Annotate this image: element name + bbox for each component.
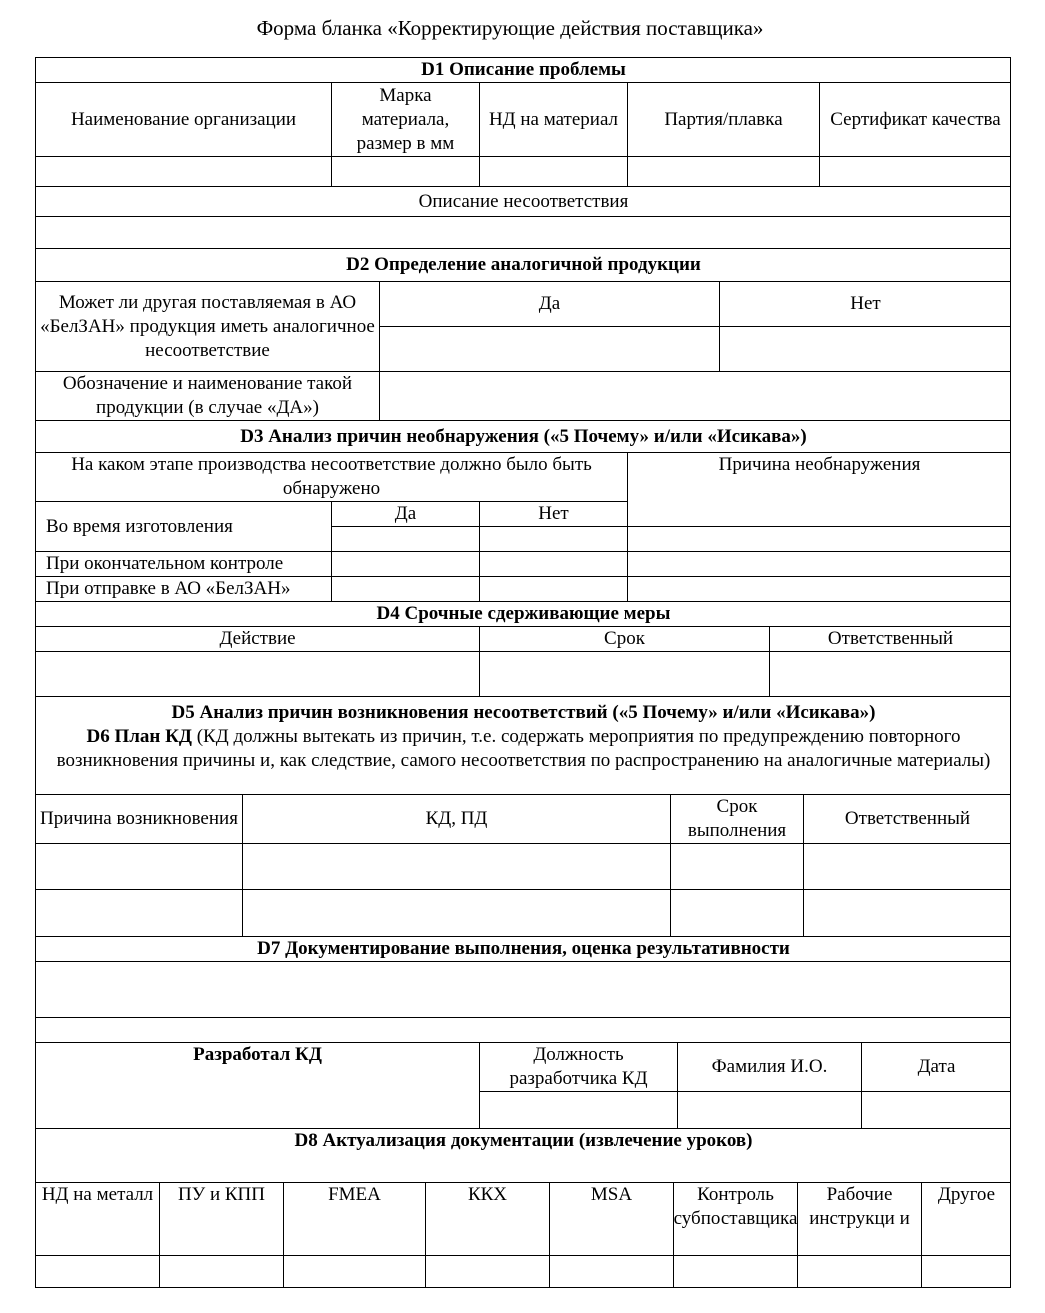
d6-note: (КД должны вытекать из причин, т.е. содержать мероприятия по предупреждению повторного возникновения причины и, как следствие, самого несоответствия по распространению на аналогичные материалы) [56, 726, 991, 771]
d8-field-msa[interactable] [549, 1255, 673, 1288]
d7-field-position[interactable] [479, 1091, 677, 1128]
d1-col-batch: Партия/плавка [627, 82, 819, 156]
d8-heading: D8 Актуализация документации (извлечение уроков) [35, 1128, 1011, 1182]
d4-col-deadline: Срок [479, 626, 769, 651]
d5-heading: D5 Анализ причин возникновения несоответствий («5 Почему» и/или «Исикава») [171, 702, 876, 723]
d1-field-organization[interactable] [35, 156, 331, 186]
d8-col-msa: MSA [549, 1182, 673, 1255]
d6-row1-responsible[interactable] [803, 843, 1011, 889]
d8-field-subsupplier-control[interactable] [673, 1255, 797, 1288]
d8-col-kkh: ККХ [425, 1182, 549, 1255]
d3-stage-final-control: При окончательном контроле [35, 551, 331, 576]
d6-row2-actions[interactable] [242, 889, 670, 936]
d1-col-certificate: Сертификат качества [819, 82, 1011, 156]
d7-result-field[interactable] [35, 961, 1011, 1017]
d3-heading: D3 Анализ причин необнаружения («5 Почему» и/или «Исикава») [35, 420, 1011, 452]
d6-heading: D6 План КД [86, 726, 192, 747]
d3-manufacturing-no[interactable] [479, 526, 627, 551]
d3-final-control-reason[interactable] [627, 551, 1011, 576]
d1-field-material-grade[interactable] [331, 156, 479, 186]
d2-no-field[interactable] [719, 326, 1011, 371]
d8-col-other: Другое [921, 1182, 1011, 1255]
d8-col-nd-metal: НД на металл [35, 1182, 159, 1255]
d2-heading: D2 Определение аналогичной продукции [35, 248, 1011, 281]
d7-developed-by: Разработал КД [35, 1042, 479, 1128]
d1-field-batch[interactable] [627, 156, 819, 186]
d1-field-material-nd[interactable] [479, 156, 627, 186]
d8-field-kkh[interactable] [425, 1255, 549, 1288]
page-title: Форма бланка «Корректирующие действия поставщика» [256, 16, 764, 40]
d6-row1-actions[interactable] [242, 843, 670, 889]
d6-row2-responsible[interactable] [803, 889, 1011, 936]
d8-field-work-instructions[interactable] [797, 1255, 921, 1288]
d8-field-other[interactable] [921, 1255, 1011, 1288]
d8-col-pu-kpp: ПУ и КПП [159, 1182, 283, 1255]
d1-nonconformity-label: Описание несоответствия [35, 186, 1011, 216]
d3-final-control-no[interactable] [479, 551, 627, 576]
d6-col-deadline: Срок выполнения [670, 794, 803, 843]
d4-col-responsible: Ответственный [769, 626, 1011, 651]
d7-field-name[interactable] [677, 1091, 861, 1128]
d3-manufacturing-yes[interactable] [331, 526, 479, 551]
d3-shipment-yes[interactable] [331, 576, 479, 601]
d4-col-action: Действие [35, 626, 479, 651]
d2-designation-field[interactable] [379, 371, 1011, 420]
d6-row2-deadline[interactable] [670, 889, 803, 936]
d8-col-work-instructions: Рабочие инструкци и [797, 1182, 921, 1255]
d3-stage-manufacturing: Во время изготовления [35, 501, 331, 551]
d6-row1-cause[interactable] [35, 843, 242, 889]
d7-col-position: Должность разработчика КД [479, 1042, 677, 1091]
table-border-bottom [35, 1287, 1011, 1288]
d7-heading: D7 Документирование выполнения, оценка результативности [35, 936, 1011, 961]
table-border-right [1010, 57, 1011, 1288]
d3-reason-header: Причина необнаружения [627, 452, 1011, 526]
d1-field-certificate[interactable] [819, 156, 1011, 186]
d8-col-subsupplier-control: Контроль субпоставщика [673, 1182, 797, 1255]
d8-field-pu-kpp[interactable] [159, 1255, 283, 1288]
d8-col-fmea: FMEA [283, 1182, 425, 1255]
d7-col-date: Дата [861, 1042, 1011, 1091]
d3-manufacturing-reason[interactable] [627, 526, 1011, 551]
d1-col-organization: Наименование организации [35, 82, 331, 156]
d6-row2-cause[interactable] [35, 889, 242, 936]
d1-nonconformity-field[interactable] [35, 216, 1011, 248]
d4-field-deadline[interactable] [479, 651, 769, 696]
corrective-action-form [35, 57, 1011, 1288]
d3-shipment-reason[interactable] [627, 576, 1011, 601]
d6-row1-deadline[interactable] [670, 843, 803, 889]
d2-no-header: Нет [719, 281, 1011, 326]
d8-field-fmea[interactable] [283, 1255, 425, 1288]
d4-field-responsible[interactable] [769, 651, 1011, 696]
d6-col-cause: Причина возникновения [35, 794, 242, 843]
d7-result-field-2[interactable] [35, 1017, 1011, 1042]
d3-stage-question: На каком этапе производства несоответствие должно было быть обнаружено [35, 452, 627, 501]
d3-yes-header: Да [331, 501, 479, 526]
d3-no-header: Нет [479, 501, 627, 526]
d3-final-control-yes[interactable] [331, 551, 479, 576]
d6-col-responsible: Ответственный [803, 794, 1011, 843]
d5-d6-header [35, 696, 1011, 794]
d3-stage-shipment: При отправке в АО «БелЗАН» [35, 576, 331, 601]
d8-field-nd-metal[interactable] [35, 1255, 159, 1288]
d4-heading: D4 Срочные сдерживающие меры [35, 601, 1011, 626]
d3-shipment-no[interactable] [479, 576, 627, 601]
d1-col-material-grade: Марка материала, размер в мм [331, 82, 479, 156]
d4-field-action[interactable] [35, 651, 479, 696]
d1-col-material-nd: НД на материал [479, 82, 627, 156]
d1-heading: D1 Описание проблемы [35, 57, 1011, 82]
d6-col-actions: КД, ПД [242, 794, 670, 843]
d2-question: Может ли другая поставляемая в АО «БелЗАН» продукция иметь аналогичное несоответствие [35, 281, 379, 371]
d2-yes-header: Да [379, 281, 719, 326]
d2-yes-field[interactable] [379, 326, 719, 371]
d2-designation-label: Обозначение и наименование такой продукции (в случае «ДА») [35, 371, 379, 420]
d7-col-name: Фамилия И.О. [677, 1042, 861, 1091]
d7-field-date[interactable] [861, 1091, 1011, 1128]
